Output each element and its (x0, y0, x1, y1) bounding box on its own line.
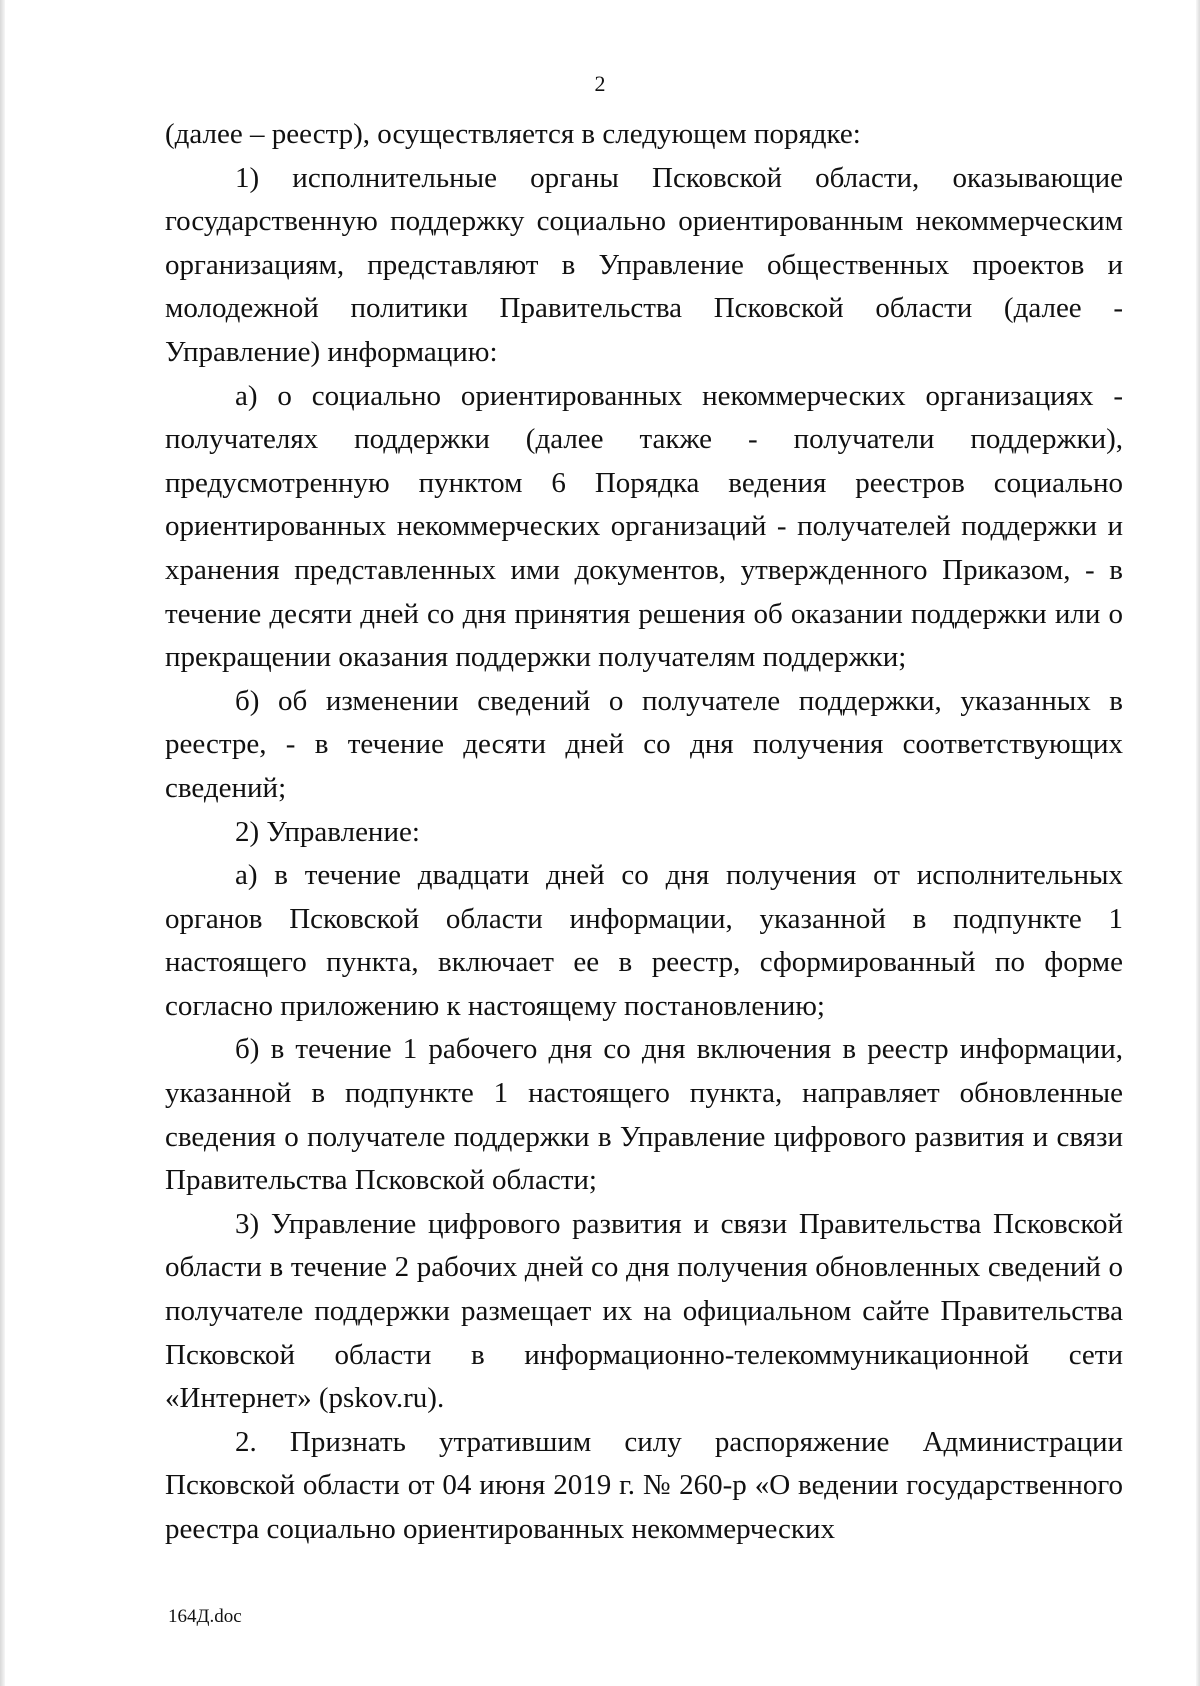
paragraph-point-2: 2. Признать утратившим силу распоряжение Администрации Псковской области от 04 июня 2019 г. № 260-р «О ведении государственного реестра социально ориентированных некоммерческих (165, 1425, 1123, 1545)
document-body (165, 113, 1123, 1552)
paragraph-continuation: (далее – реестр), осуществляется в следующем порядке: (165, 118, 861, 150)
paragraph-item-1: 1) исполнительные органы Псковской области, оказывающие государственную поддержку социально ориентированным некоммерческим организациям, представляют в Управление общественных проектов и молодежной политики Правительства Псковской области (далее - Управление) информацию: (165, 161, 1123, 368)
paragraph-item-1a: а) о социально ориентированных некоммерческих организациях - получателях поддержки (далее также - получатели поддержки), предусмотренную пунктом 6 Порядка ведения реестров социально ориентированных некоммерческих организаций - получателей поддержки и хранения представленных ими документов, утвержденного Приказом, - в течение десяти дней со дня принятия решения об оказании поддержки или о прекращении оказания поддержки получателям поддержки; (165, 379, 1123, 674)
page-number: 2 (594, 71, 606, 96)
paragraph-item-2a: а) в течение двадцати дней со дня получения от исполнительных органов Псковской области информации, указанной в подпункте 1 настоящего пункта, включает ее в реестр, сформированный по форме согласно приложению к настоящему постановлению; (165, 859, 1123, 1022)
paragraph-item-2: 2) Управление: (235, 815, 420, 848)
scan-edge-right (1196, 0, 1200, 1686)
paragraph-item-3: 3) Управление цифрового развития и связи Правительства Псковской области в течение 2 рабочих дней со дня получения обновленных сведений о получателе поддержки размещает их на официальном сайте Правительства Псковской области в информационно-телекоммуникационной сети «Интернет» (pskov.ru). (165, 1207, 1123, 1415)
paragraph-item-1b: б) об изменении сведений о получателе поддержки, указанных в реестре, - в течение десяти дней со дня получения соответствующих сведений; (165, 684, 1123, 804)
scan-edge-left (0, 0, 5, 1686)
footer-filename: 164Д.doc (168, 1606, 242, 1627)
paragraph-item-2b: б) в течение 1 рабочего дня со дня включения в реестр информации, указанной в подпункте 1 настоящего пункта, направляет обновленные сведения о получателе поддержки в Управление цифрового развития и связи Правительства Псковской области; (165, 1033, 1123, 1197)
